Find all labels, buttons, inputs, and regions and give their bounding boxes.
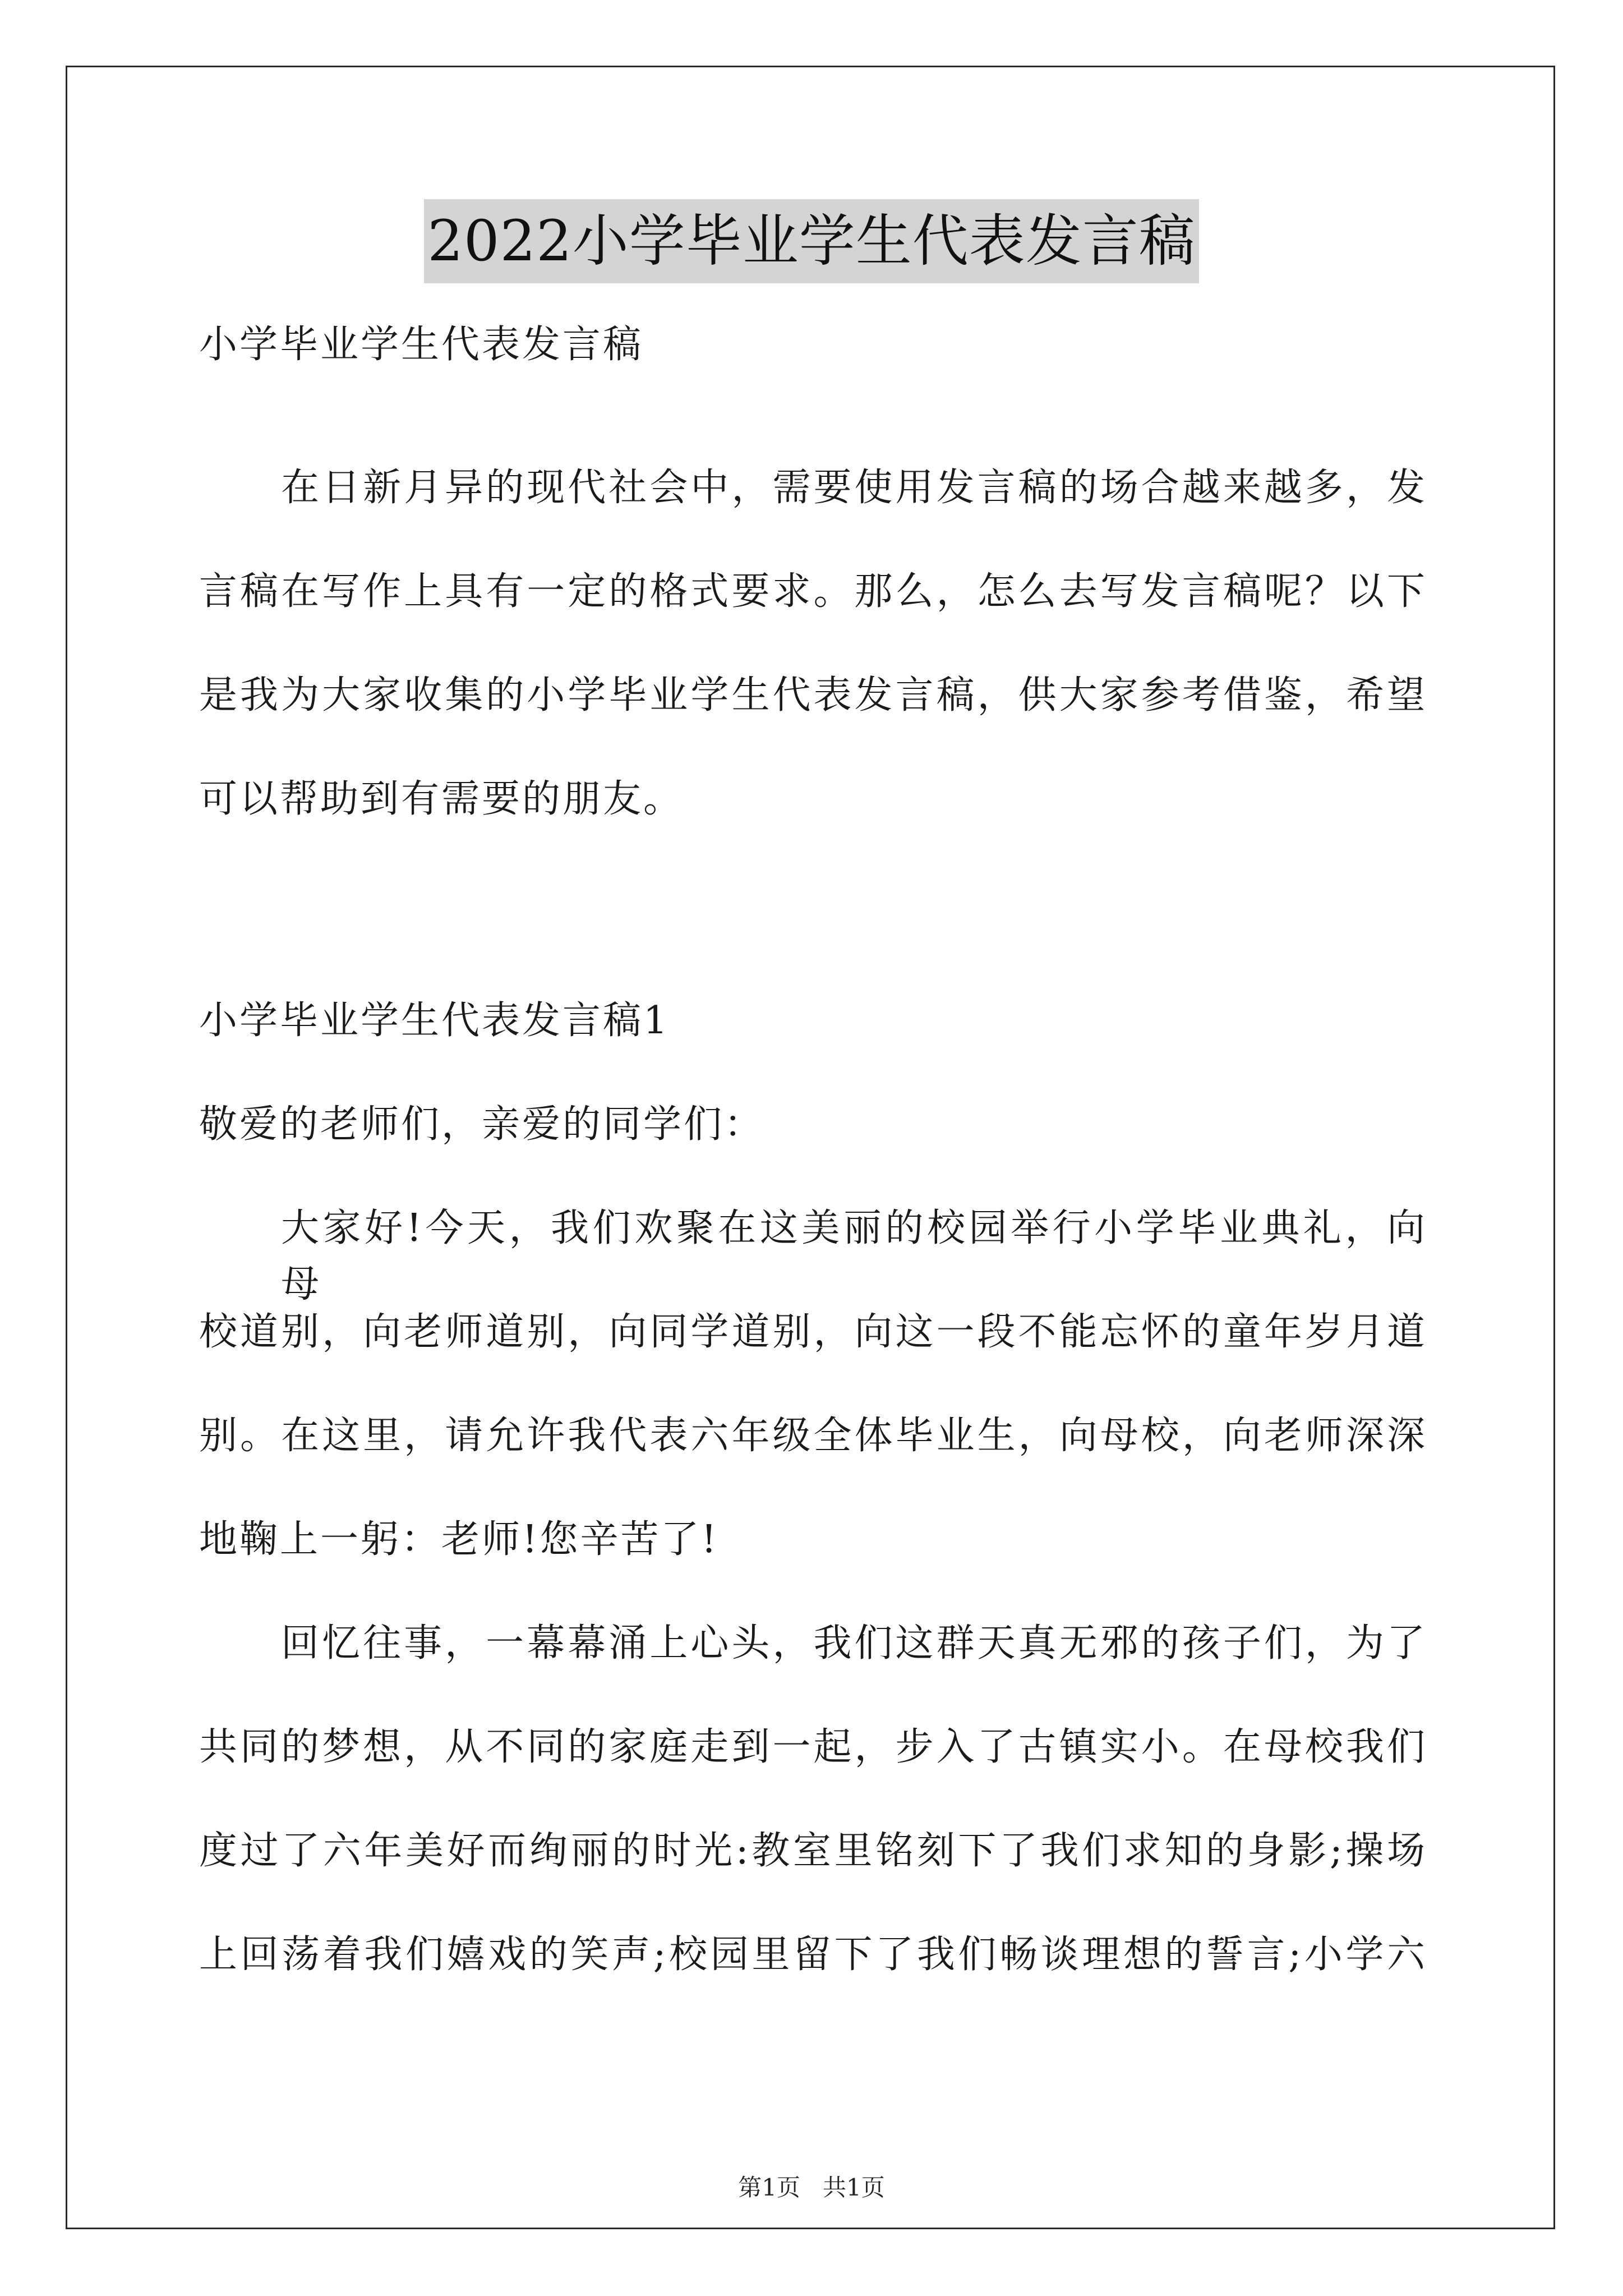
page-number: 第1页 <box>738 2174 800 2201</box>
page-total: 共1页 <box>823 2174 885 2201</box>
title-container <box>0 199 1623 283</box>
paragraph-line: 大家好!今天，我们欢聚在这美丽的校园举行小学毕业典礼，向母 <box>281 1206 1427 1306</box>
paragraph-line: 言稿在写作上具有一定的格式要求。那么，怎么去写发言稿呢？以下 <box>199 569 1427 614</box>
paragraph-line: 是我为大家收集的小学毕业学生代表发言稿，供大家参考借鉴，希望 <box>199 673 1427 717</box>
paragraph-line: 地鞠上一躬：老师!您辛苦了! <box>199 1517 719 1562</box>
document-title: 2022小学毕业学生代表发言稿 <box>424 199 1199 283</box>
page-footer <box>0 2171 1623 2205</box>
paragraph-line: 校道别，向老师道别，向同学道别，向这一段不能忘怀的童年岁月道 <box>199 1310 1427 1354</box>
paragraph-line: 别。在这里，请允许我代表六年级全体毕业生，向母校，向老师深深 <box>199 1414 1427 1458</box>
paragraph-line: 上回荡着我们嬉戏的笑声;校园里留下了我们畅谈理想的誓言;小学六 <box>199 1932 1427 1977</box>
section-heading: 小学毕业学生代表发言稿1 <box>199 999 670 1043</box>
paragraph-line: 回忆往事，一幕幕涌上心头，我们这群天真无邪的孩子们，为了 <box>281 1621 1427 1665</box>
paragraph-line: 可以帮助到有需要的朋友。 <box>199 777 684 821</box>
paragraph-line: 共同的梦想，从不同的家庭走到一起，步入了古镇实小。在母校我们 <box>199 1725 1427 1769</box>
salutation-line: 敬爱的老师们，亲爱的同学们： <box>199 1102 765 1147</box>
paragraph-line: 度过了六年美好而绚丽的时光:教室里铭刻下了我们求知的身影;操场 <box>199 1829 1427 1873</box>
paragraph-line: 在日新月异的现代社会中，需要使用发言稿的场合越来越多，发 <box>281 466 1427 510</box>
subtitle-line: 小学毕业学生代表发言稿 <box>199 323 644 367</box>
